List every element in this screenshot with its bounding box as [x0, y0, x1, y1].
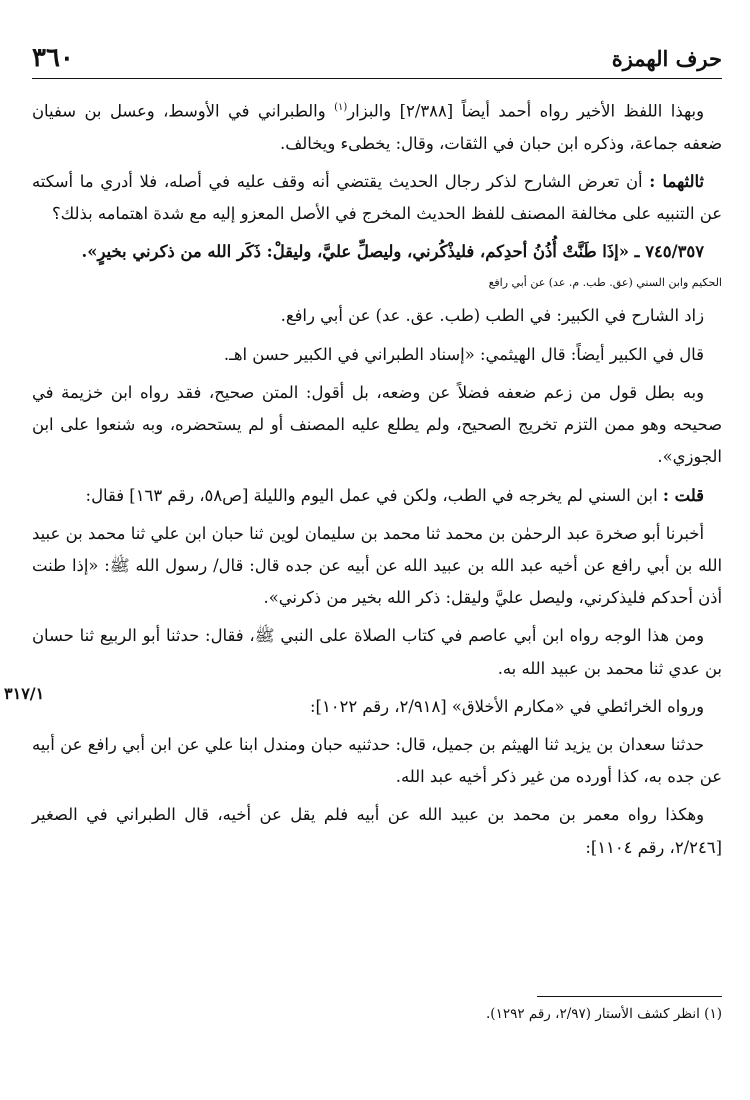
paragraph-8: ومن هذا الوجه رواه ابن أبي عاصم في كتاب الصلاة على النبي ﷺ، فقال: حدثنا أبو الربيع ثنا حسان بن عدي ثنا محمد بن عبيد الله به.: [32, 626, 722, 678]
paragraph-6-lead: قلت :: [662, 485, 704, 505]
margin-reference: ٣١٧/١: [4, 684, 45, 703]
paragraph-9: ورواه الخرائطي في «مكارم الأخلاق» [٢/٩١٨، رقم ١٠٢٢]:: [310, 696, 704, 716]
paragraph-6-text: ابن السني لم يخرجه في الطب، ولكن في عمل اليوم والليلة [ص٥٨، رقم ١٦٣] فقال:: [85, 485, 663, 505]
paragraph-1: [32, 92, 722, 160]
paragraph-7: أخبرنا أبو صخرة عبد الرحمٰن بن محمد ثنا محمد بن سليمان لوين ثنا حبان ابن علي ثنا محمد بن عبيد الله بن أبي رافع عن أخيه عبد الله بن عبيد الله عن أبيه عن جده قال: قال/ رسول الله ﷺ: «إذا طنت أذن أحدكم فليذكرني، وليصل عليَّ وليقل: ذكر الله بخير من ذكرني».: [32, 523, 722, 608]
paragraph-5: وبه بطل قول من زعم ضعفه فضلاً عن وضعه، بل أقول: المتن صحيح، فقد رواه ابن خزيمة في صحيحه وهو ممن التزم تخريج الصحيح، ولم يطلع عليه المصنف أو لم يستحضره، وبه شنعوا على ابن الجوزي».: [32, 382, 722, 467]
paragraph-10: حدثنا سعدان بن يزيد ثنا الهيثم بن جميل، قال: حدثنيه حبان ومندل ابنا علي عن ابن أبي رافع عن أبيه عن جده به، كذا أورده من غير ذكر أخيه عبد الله.: [32, 734, 722, 787]
paragraph-11: وهكذا رواه معمر بن محمد بن عبيد الله عن أبيه فلم يقل عن أخيه، قال الطبراني في الصغير [٢/٢٤٦، رقم ١١٠٤]:: [32, 805, 722, 857]
paragraph-2-text: أن تعرض الشارح لذكر رجال الحديث يقتضي أنه وقف عليه في أصله، فلا أدري ما أسكته عن التنبيه على مخالفة المصنف للفظ الحديث المخرج في الأصل المعزو إليه مع شدة اهتمامه بذلك؟: [32, 171, 722, 224]
page-header: [32, 38, 722, 79]
running-title: حرف الهمزة: [611, 45, 722, 71]
footnote-divider: [537, 996, 722, 997]
paragraph-4: قال في الكبير أيضاً: قال الهيثمي: «إسناد الطبراني في الكبير حسن اهـ.: [223, 344, 704, 364]
paragraph-2-lead: ثالثهما :: [649, 171, 704, 191]
footnote-marker: (١): [334, 102, 348, 113]
paragraph-1-rest: والطبراني في الأوسط، وعسل بن سفيان ضعفه جماعة، وذكره ابن حبان في الثقات، وقال: يخطىء ويخالف.: [32, 101, 722, 153]
footnote: (١) انظر كشف الأستار (٢/٩٧، رقم ١٢٩٢).: [486, 1006, 722, 1022]
paragraph-1-text: وبهذا اللفظ الأخير رواه أحمد أيضاً [٢/٣٨٨] والبزار: [347, 101, 704, 121]
paragraph-2: [32, 166, 722, 230]
page-number: ٣٦٠: [32, 43, 74, 73]
hadith-text: ٧٤٥/٣٥٧ ـ «إذَا طَنَّتْ أُذُنُ أحدِكم، فليذْكُرني، وليصلِّ عليَّ، وليقلْ: ذَكَر الله من ذكرني بخيرٍ».: [81, 242, 704, 262]
hadith-source: الحكيم وابن السني (عق. طب. م. عد) عن أبي رافع: [488, 276, 722, 290]
main-text: [32, 92, 722, 870]
paragraph-6: [32, 480, 722, 512]
paragraph-3: زاد الشارح في الكبير: في الطب (طب. عق. عد) عن أبي رافع.: [280, 306, 704, 326]
